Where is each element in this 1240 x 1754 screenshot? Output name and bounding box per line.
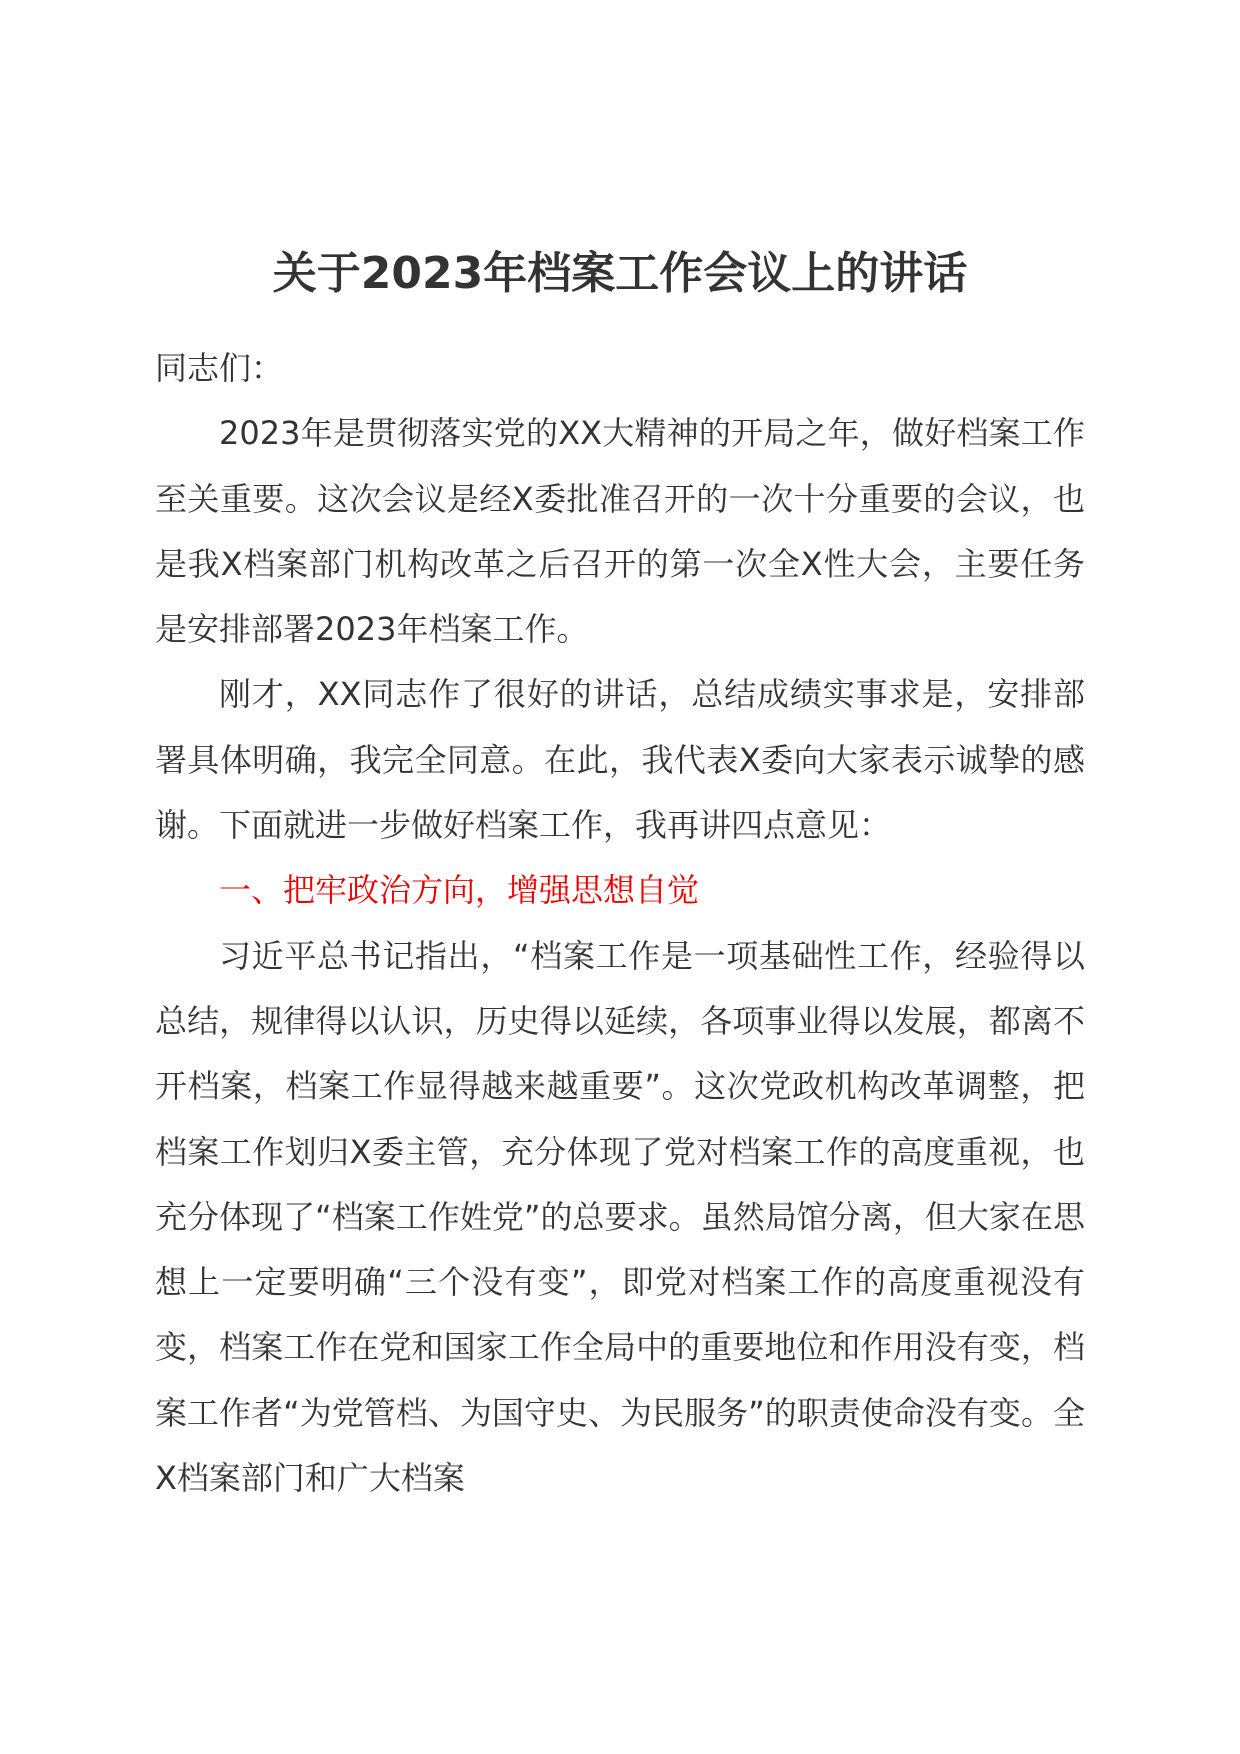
- document-body: [155, 336, 1085, 1511]
- paragraph-intro: 2023年是贯彻落实党的XX大精神的开局之年，做好档案工作至关重要。这次会议是经X委批准召开的一次十分重要的会议，也是我X档案部门机构改革之后召开的第一次全X性大会，主要任务是安排部署2023年档案工作。: [155, 414, 1085, 649]
- salutation: 同志们：: [155, 349, 284, 387]
- paragraph-opinion: 刚才，XX同志作了很好的讲话，总结成绩实事求是，安排部署具体明确，我完全同意。在此，我代表X委向大家表示诚挚的感谢。下面就进一步做好档案工作，我再讲四点意见：: [155, 675, 1085, 845]
- document-title: 关于2023年档案工作会议上的讲话: [272, 248, 968, 299]
- section-heading: 一、把牢政治方向，增强思想自觉: [219, 871, 700, 910]
- section-paragraph: 习近平总书记指出，“档案工作是一项基础性工作，经验得以总结，规律得以认识，历史得以延续，各项事业得以发展，都离不开档案，档案工作显得越来越重要”。这次党政机构改革调整，把档案工作划归X委主管，充分体现了党对档案工作的高度重视，也充分体现了“档案工作姓党”的总要求。虽然局馆分离，但大家在思想上一定要明确“三个没有变”，即党对档案工作的高度重视没有变，档案工作在党和国家工作全局中的重要地位和作用没有变，档案工作者“为党管档、为国守史、为民服务”的职责使命没有变。全X档案部门和广大档案: [155, 936, 1085, 1498]
